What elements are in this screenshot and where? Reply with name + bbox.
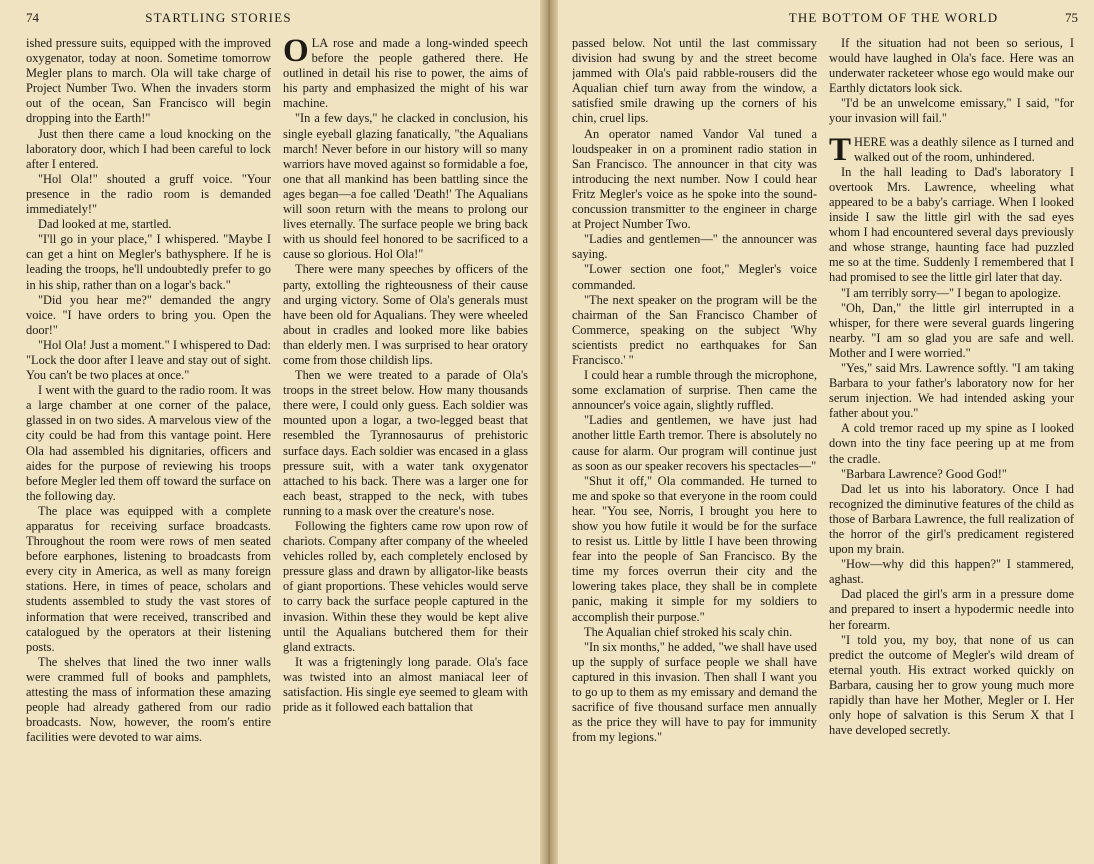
paragraph: Dad looked at me, startled.: [38, 217, 172, 232]
right-column-1: [572, 36, 817, 856]
paragraph: An operator named Vandor Val tuned a loudspeaker in on a prominent radio station in San Francisco. The announcer in that city was introducing the next number. Now I could hear Fritz Megler's voice as he spoke into the sound-concussion transmitter to the engineer in charge at Project Number Two.: [572, 126, 817, 232]
paragraph: HERE was a deathly silence as I turned and walked out of the room, unhindered.: [854, 134, 1074, 164]
paragraph: There were many speeches by officers of the party, extolling the righteousness of their cause and urging victory. Some of Ola's generals must have been old for Aqualians. They were wheeled about in cradles and looked more like babies than elderly men. I was surprised to hear oratory come from those childish lips.: [283, 262, 528, 367]
paragraph: "Did you hear me?" demanded the angry voice. "I have orders to bring you. Open the door!": [26, 292, 271, 337]
paragraph: It was a frigteningly long parade. Ola's face was twisted into an almost maniacal leer of satisfaction. His single eye seemed to gleam with pride as it followed each battalion that: [283, 654, 528, 715]
paragraph: Dad let us into his laboratory. Once I had recognized the diminutive features of the child as those of Barbara Lawrence, the full realization of the horror of the girl's predicament registered upon my brain.: [829, 481, 1074, 557]
paragraph: Dad placed the girl's arm in a pressure dome and prepared to insert a hypodermic needle into her forearm.: [829, 587, 1074, 632]
paragraph: I could hear a rumble through the microphone, some exclamation of surprise. Then came the announcer's voice again, slightly ruffled.: [572, 368, 817, 413]
paragraph: "I'll go in your place," I whispered. "Maybe I can get a hint on Megler's bathysphere. If he is leading the troops, he'll undoubtedly prefer to go in his ship, rather than on a logar's back.": [26, 232, 271, 292]
section-opening: [283, 36, 528, 111]
paragraph: "I told you, my boy, that none of us can predict the outcome of Megler's wild dream of eternal youth. His extract worked quickly on Barbara, causing her to grow young much more rapidly than have her Mother, Megler or I. Her only hope of salvation is this Serum X that I have developed secretly.: [829, 632, 1074, 738]
paragraph: In the hall leading to Dad's laboratory I overtook Mrs. Lawrence, wheeling what appeared to be a baby's carriage. When I looked inside I saw the little girl with the sad eyes whom I had encountered several days previously and whose strange, haunting face had puzzled me so at the time. Suddenly I remembered that I had promised to see the little girl later that day.: [829, 164, 1074, 285]
paragraph: "Hol Ola!" shouted a gruff voice. "Your presence in the radio room is demanded immediately!": [26, 171, 271, 217]
paragraph: "In six months," he added, "we shall have used up the supply of surface people we shall have captured in this invasion. Then shall I want you to go up to them as my emissary and demand the sacrifice of five thousand surface men annually as the price they will have to pay for immunity from my legions.": [572, 639, 817, 745]
paragraph: "Barbara Lawrence? Good God!": [841, 466, 1007, 481]
paragraph: "Ladies and gentlemen—" the announcer was saying.: [572, 232, 817, 262]
page-number-right: 75: [1064, 10, 1078, 25]
paragraph: LA rose and made a long-winded speech before the people gathered there. He outlined in detail his rise to power, the aims of his party and emphasized the might of his war machine.: [283, 36, 528, 111]
right-page: [548, 0, 1094, 864]
paragraph: A cold tremor raced up my spine as I looked down into the tiny face peering up at me from the cradle.: [829, 421, 1074, 466]
right-page-header: [572, 10, 1078, 36]
paragraph: Just then there came a loud knocking on the laboratory door, which I had been careful to lock after I entered.: [26, 126, 271, 171]
paragraph: "In a few days," he clacked in conclusion, his single eyeball glazing fanatically, "the Aqualians march! Never before in our history will so many warriors have moved against so formidable a foe, one that all mankind has been battling since the ages began—a foe called 'Death!' The Aqualians will soon return with the means to prolong our lives eternally. The surface people we bring back with us should feel honored to be sacrificed to a cause so glorious. Hol Ola!": [283, 111, 528, 262]
paragraph: ished pressure suits, equipped with the improved oxygenator, today at noon. Sometime tomorrow Megler plans to march. Ola will take charge of Project Number Two. When the invaders storm out of the ocean, San Francisco will begin dropping into the Earth!": [26, 36, 271, 126]
drop-cap: O: [283, 36, 309, 69]
drop-cap: T: [829, 131, 852, 168]
paragraph: "Hol Ola! Just a moment." I whispered to Dad: "Lock the door after I leave and stay out of sight. You can't be two places at once.": [26, 337, 271, 383]
paragraph: "I'd be an unwelcome emissary," I said, "for your invasion will fail.": [829, 96, 1074, 126]
paragraph: "I am terribly sorry—" I began to apologize.: [841, 285, 1062, 300]
paragraph: Then we were treated to a parade of Ola's troops in the street below. How many thousands there were, I could only guess. Each soldier was mounted upon a logar, a two-legged beast that resembled the Tyrannosaurus of prehistoric surface days. Each soldier was encased in a glass pressure suit, with a water tank oxygenator attached to his back. There was a larger one for each beast, strapped to the neck, with tubes running to a mask over the creature's nose.: [283, 368, 528, 518]
paragraph: "The next speaker on the program will be the chairman of the San Francisco Chamber of Commerce, speaking on the subject 'Why scientists predict no earthquakes for San Francisco.' ": [572, 292, 817, 367]
left-column-2: [283, 36, 528, 856]
running-head-left: STARTLING STORIES: [145, 10, 292, 25]
section-opening: [829, 131, 1074, 168]
paragraph: "Oh, Dan," the little girl interrupted in a whisper, for there were several guards lingering nearby. "I am so glad you are safe and well. Mother and I were worried.": [829, 300, 1074, 360]
paragraph: If the situation had not been so serious, I would have laughed in Ola's face. Here was an underwater racketeer whose ego would make our Earthly dictators look sick.: [829, 36, 1074, 96]
paragraph: Following the fighters came row upon row of chariots. Company after company of the wheeled vehicles rolled by, each completely enclosed by pressure glass and drawn by alligator-like beasts of giant proportions. These vehicles would serve to carry back the surface people captured in the invasion. Within these they would be kept alive until the Aqualians butchered them for their gland extracts.: [283, 519, 528, 654]
right-column-2: [829, 36, 1074, 856]
paragraph: passed below. Not until the last commissary division had swung by and the street become jammed with Ola's paid rabble-rousers did the Aqualian chief turn away from the window, a satisfied smile drawing up the corners of his chin, cruel lips.: [572, 36, 817, 126]
paragraph: "How—why did this happen?" I stammered, aghast.: [829, 557, 1074, 587]
left-column-1: [26, 36, 271, 856]
running-head-right: THE BOTTOM OF THE WORLD: [788, 10, 999, 25]
left-page-header: [26, 10, 538, 36]
paragraph: "Yes," said Mrs. Lawrence softly. "I am taking Barbara to your father's laboratory now for her serum injection. We had intended asking your father about you.": [829, 360, 1074, 421]
paragraph: I went with the guard to the radio room. It was a large chamber at one corner of the palace, glassed in on two sides. A marvelous view of the city could be had from this vantage point. Here Ola had assembled his dignitaries, officers and aides for the purpose of reviewing his troops before Megler led them off toward the surface on the following day.: [26, 383, 271, 503]
paragraph: The shelves that lined the two inner walls were crammed full of books and pamphlets, attesting the mass of information these amazing people had already gathered from our radio broadcasts. Now, however, the room's entire facilities were devoted to war aims.: [26, 654, 271, 745]
paragraph: "Lower section one foot," Megler's voice commanded.: [572, 262, 817, 292]
paragraph: The place was equipped with a complete apparatus for receiving surface broadcasts. Throughout the room were rows of men seated before earphones, listening to broadcasts from every city in America, as well as many foreign stations. Here, in times of peace, scholars and students assembled to study the vast stores of information that were received, transcribed and catalogued by the operators at their listening posts.: [26, 503, 271, 654]
paragraph: "Shut it off," Ola commanded. He turned to me and spoke so that everyone in the room could hear. "You see, Norris, I brought you here to show you how futile it would be for the surface to resist us. Little by little I have been throwing fear into the people of San Francisco. By the time my forces overrun their city and the lowering takes place, they shall be in complete panic, making it simple for my soldiers to accomplish their purpose.": [572, 473, 817, 624]
paragraph: The Aqualian chief stroked his scaly chin.: [584, 624, 793, 639]
paragraph: "Ladies and gentlemen, we have just had another little Earth tremor. There is absolutely no cause for alarm. Our program will continue just as soon as our speaker recovers his spectacles—": [572, 413, 817, 473]
page-number-left: 74: [26, 10, 39, 25]
